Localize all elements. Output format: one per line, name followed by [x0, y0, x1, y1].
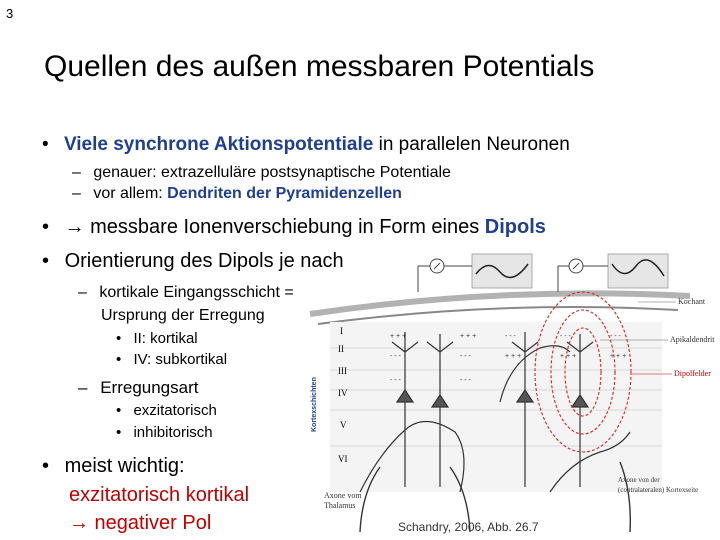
figure-caption: Schandry, 2006, Abb. 26.7: [398, 520, 539, 534]
dash-symbol: –: [72, 185, 81, 202]
bullet-3: [42, 250, 344, 273]
apikaldendrit-label: Apikaldendrit: [670, 335, 715, 344]
bullet-4-line-3-text: negativer Pol: [89, 512, 212, 534]
layer-label-v: V: [340, 420, 347, 430]
arrow-icon: →: [69, 512, 89, 534]
layer-label-ii: II: [338, 344, 344, 354]
svg-text:- - -: - - -: [460, 377, 471, 384]
bullet-2: [42, 216, 546, 239]
bullet-3-sub-2-text: Erregungsart: [100, 378, 199, 397]
item-text: exzitatorisch: [133, 402, 217, 419]
slide-title: Quellen des außen messbaren Potentials: [44, 50, 595, 83]
voltmeter-right-icon: [558, 254, 668, 292]
bullet-1: [42, 134, 570, 156]
bullet-symbol: •: [42, 455, 50, 477]
bullet-symbol: •: [42, 134, 49, 155]
bullet-3-sub-1: [78, 284, 294, 302]
bullet-3-sub-2-item-2: [116, 424, 213, 441]
cortex-surface: [318, 307, 678, 324]
axone-thalamus-line-2: Thalamus: [324, 501, 356, 510]
layer-label-vi: VI: [338, 454, 348, 464]
svg-text:- - -: - - -: [560, 333, 571, 340]
bullet-3-sub-1-item-1: [116, 330, 198, 347]
svg-text:- - -: - - -: [390, 377, 401, 384]
svg-text:+ + +: + + +: [390, 333, 407, 340]
bullet-1-sub-2: [72, 185, 402, 203]
bullet-3-text: Orientierung des Dipols je nach: [64, 250, 344, 272]
voltmeter-left-icon: [418, 254, 532, 292]
svg-text:+ + +: + + +: [505, 353, 522, 360]
slide-number: 3: [6, 6, 14, 21]
bullet-4-line-3: [69, 512, 211, 535]
svg-text:- - -: - - -: [505, 333, 516, 340]
bullet-4: [42, 455, 185, 478]
bullet-1-sub-1: [72, 164, 451, 182]
axone-kortex-line-1: Axone von der: [618, 476, 660, 484]
bullet-4-line-2: exzitatorisch kortikal: [69, 484, 250, 506]
bullet-3-sub-2: [78, 378, 198, 398]
bullet-2-text: messbare Ionenverschiebung in Form eines: [84, 216, 485, 238]
bullet-1-sub-2-prefix: vor allem:: [93, 185, 168, 202]
item-text: II: kortikal: [133, 330, 198, 347]
svg-text:+ + +: + + +: [610, 353, 627, 360]
bullet-symbol: •: [116, 424, 122, 441]
bullet-1-emphasis: Viele synchrone Aktionspotentiale: [63, 134, 374, 155]
bullet-3-sub-1-line-1: kortikale Eingangsschicht =: [99, 284, 294, 301]
bullet-1-sub-2-emphasis: Dendriten der Pyramidenzellen: [167, 185, 402, 202]
svg-text:- - -: - - -: [610, 333, 621, 340]
bullet-symbol: •: [42, 250, 50, 272]
arrow-icon: →: [64, 216, 85, 238]
bullet-3-sub-2-item-1: [116, 402, 217, 419]
svg-text:- - -: - - -: [460, 353, 471, 360]
layer-label-iii: III: [338, 366, 347, 376]
bullet-3-sub-1-line-2: Ursprung der Erregung: [101, 307, 265, 324]
bullet-symbol: •: [116, 402, 122, 419]
bullet-symbol: •: [116, 330, 122, 347]
kortexschichten-label: Kortexschichten: [311, 377, 318, 432]
svg-text:+ + +: + + +: [560, 353, 577, 360]
cortex-dipole-figure: [300, 252, 718, 532]
dash-symbol: –: [72, 164, 81, 181]
axone-kortex-line-2: (contralateralen) Kortexseite: [618, 486, 699, 494]
bullet-symbol: •: [116, 351, 122, 368]
axone-thalamus-line-1: Axone vom: [324, 491, 362, 500]
bullet-3-sub-1-item-2: [116, 351, 227, 368]
bullet-2-emphasis: Dipols: [484, 216, 546, 238]
layer-label-iv: IV: [338, 388, 348, 398]
dipolfelder-label: Dipolfelder: [674, 369, 711, 378]
dash-symbol: –: [78, 378, 88, 397]
dash-symbol: –: [78, 284, 87, 301]
kochant-label: Kochant: [678, 297, 706, 306]
bullet-1-sub-1-text: genauer: extrazelluläre postsynaptische Potentiale: [93, 164, 451, 181]
item-text: IV: subkortikal: [133, 351, 228, 368]
item-text: inhibitorisch: [133, 424, 213, 441]
layer-label-i: I: [340, 326, 343, 336]
svg-text:+ + +: + + +: [460, 333, 477, 340]
svg-text:- - -: - - -: [390, 353, 401, 360]
bullet-1-text: in parallelen Neuronen: [373, 134, 570, 155]
bullet-symbol: •: [42, 216, 50, 238]
skull-layer: [310, 293, 690, 314]
bullet-4-line-1: meist wichtig:: [64, 455, 185, 477]
